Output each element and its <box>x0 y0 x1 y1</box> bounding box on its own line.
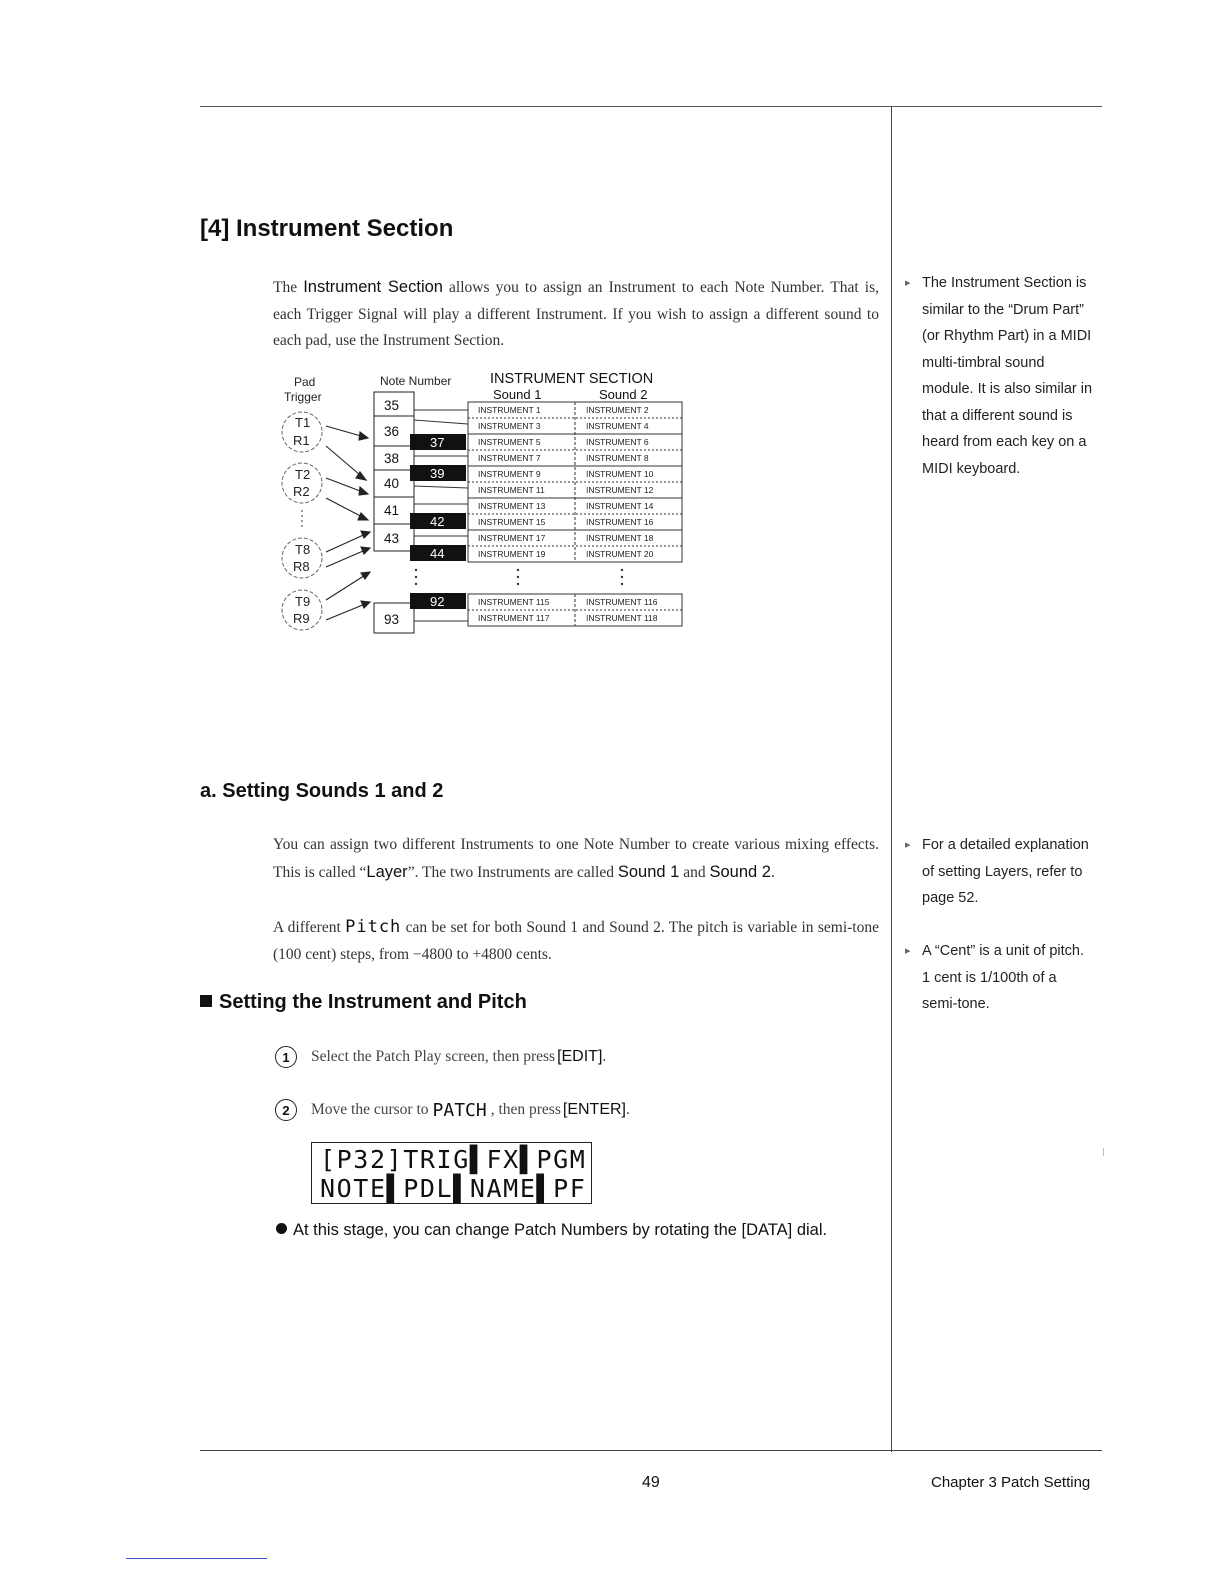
pad-r1: R1 <box>293 433 310 448</box>
pad-t8: T8 <box>295 542 311 557</box>
sound2-label: Sound 2 <box>599 387 648 402</box>
note-36: 36 <box>384 424 400 439</box>
note-number-label: Note Number <box>380 374 452 388</box>
row-11-sound1: INSTRUMENT 115 <box>478 597 550 607</box>
row-3-sound1: INSTRUMENT 5 <box>478 437 541 447</box>
pad-r2: R2 <box>293 484 310 499</box>
row-10-sound2: INSTRUMENT 20 <box>586 549 654 559</box>
instrument-table-frame <box>468 402 682 626</box>
row-2-sound1: INSTRUMENT 3 <box>478 421 541 431</box>
row-3-sound2: INSTRUMENT 6 <box>586 437 649 447</box>
pad-t2-r2 <box>282 463 322 503</box>
instrument-section-diagram <box>270 368 690 653</box>
pitch-paragraph: A different Pitch can be set for both Sound 1 and Sound 2. The pitch is variable in semi-tone (100 cent) steps, from −4800 to +4800 cents. <box>273 917 879 963</box>
step-number: 1 <box>275 1046 297 1068</box>
pad-t9-r9 <box>282 590 322 630</box>
subsection-heading: a. Setting Sounds 1 and 2 <box>200 780 444 802</box>
note-39: 39 <box>430 466 445 481</box>
pad-t2: T2 <box>295 467 311 482</box>
bullet-dot-icon <box>276 1223 287 1234</box>
row-10-sound1: INSTRUMENT 19 <box>478 549 546 559</box>
note-35: 35 <box>384 398 400 413</box>
lcd-display <box>311 1142 592 1204</box>
ellipsis-dots <box>415 569 623 585</box>
note-38: 38 <box>384 451 400 466</box>
note-marker-icon: ▸ <box>905 277 911 289</box>
row-9-sound2: INSTRUMENT 18 <box>586 533 654 543</box>
row-12-sound1: INSTRUMENT 117 <box>478 613 550 623</box>
row-6-sound2: INSTRUMENT 12 <box>586 485 654 495</box>
lcd-line-2: NOTE▌PDL▌NAME▌PF <box>320 1174 587 1203</box>
row-5-sound2: INSTRUMENT 10 <box>586 469 654 479</box>
row-4-sound1: INSTRUMENT 7 <box>478 453 541 463</box>
note-40: 40 <box>384 476 400 491</box>
pad-r9: R9 <box>293 611 310 626</box>
instrument-section-label: INSTRUMENT SECTION <box>490 371 654 387</box>
row-9-sound1: INSTRUMENT 17 <box>478 533 546 543</box>
pad-t9: T9 <box>295 594 311 609</box>
edit-key: [EDIT] <box>557 1048 603 1065</box>
row-5-sound1: INSTRUMENT 9 <box>478 469 541 479</box>
sound1-label: Sound 1 <box>493 387 542 402</box>
step-number: 2 <box>275 1099 297 1121</box>
row-8-sound1: INSTRUMENT 15 <box>478 517 546 527</box>
trigger-arrows <box>326 426 370 620</box>
setting-heading: Setting the Instrument and Pitch <box>200 991 527 1014</box>
pad-t1-r1 <box>282 412 322 452</box>
note-44: 44 <box>430 546 445 561</box>
top-rule <box>200 106 1102 107</box>
row-6-sound1: INSTRUMENT 11 <box>478 485 545 495</box>
row-2-sound2: INSTRUMENT 4 <box>586 421 649 431</box>
bullet-note: At this stage, you can change Patch Numbers by rotating the [DATA] dial. <box>276 1221 827 1240</box>
row-8-sound2: INSTRUMENT 16 <box>586 517 654 527</box>
step-1: 1 Select the Patch Play screen, then press [EDIT] . <box>275 1046 606 1068</box>
chapter-label: Chapter 3 Patch Setting <box>931 1474 1091 1491</box>
note-marker-icon: ▸ <box>905 839 911 851</box>
blue-underline <box>126 1558 267 1559</box>
note-37: 37 <box>430 435 445 450</box>
pad-t1: T1 <box>295 415 311 430</box>
pad-r8: R8 <box>293 559 310 574</box>
row-7-sound2: INSTRUMENT 14 <box>586 501 654 511</box>
section-heading: [4] Instrument Section <box>200 215 454 242</box>
page-number: 49 <box>642 1474 660 1491</box>
note-92: 92 <box>430 594 445 609</box>
trigger-label: Trigger <box>284 390 322 404</box>
intro-paragraph: The Instrument Section allows you to assign an Instrument to each Note Number. That is, each Trigger Signal will play a different Instrument. If you wish to assign a different sound to each pad, use the Instrument Section. <box>273 278 879 349</box>
row-12-sound2: INSTRUMENT 118 <box>586 613 658 623</box>
step-2: 2 Move the cursor to PATCH , then press [ENTER] . <box>275 1099 630 1121</box>
margin-tick <box>1103 1148 1104 1156</box>
row-1-sound1: INSTRUMENT 1 <box>478 405 541 415</box>
layer-paragraph: You can assign two different Instruments to one Note Number to create various mixing effects. This is called “Layer”. The two Instruments are called Sound 1 and Sound 2. <box>273 836 879 881</box>
row-7-sound1: INSTRUMENT 13 <box>478 501 546 511</box>
row-1-sound2: INSTRUMENT 2 <box>586 405 649 415</box>
side-note-cent: ▸ A “Cent” is a unit of pitch. 1 cent is 1/100th of a semi-tone. <box>905 938 1095 1018</box>
enter-key: [ENTER] <box>562 1101 626 1118</box>
note-marker-icon: ▸ <box>905 945 911 957</box>
pad-label: Pad <box>294 375 316 389</box>
side-note-drum-part: ▸ The Instrument Section is similar to the “Drum Part” (or Rhythm Part) in a MIDI multi-timbral sound module. It is also similar in that a different sound is heard from each key on a MIDI keyboard. <box>905 270 1095 482</box>
note-42: 42 <box>430 514 445 529</box>
note-41: 41 <box>384 503 400 518</box>
pad-t8-r8 <box>282 538 322 578</box>
square-bullet-icon <box>200 995 212 1007</box>
side-note-layers: ▸ For a detailed explanation of setting Layers, refer to page 52. <box>905 832 1095 912</box>
note-43: 43 <box>384 531 400 546</box>
bottom-rule <box>200 1450 1102 1451</box>
lcd-line-1: [P32]TRIG▌FX▌PGM <box>320 1145 587 1174</box>
margin-rule <box>891 106 892 1452</box>
row-11-sound2: INSTRUMENT 116 <box>586 597 658 607</box>
row-4-sound2: INSTRUMENT 8 <box>586 453 649 463</box>
note-93: 93 <box>384 612 400 627</box>
